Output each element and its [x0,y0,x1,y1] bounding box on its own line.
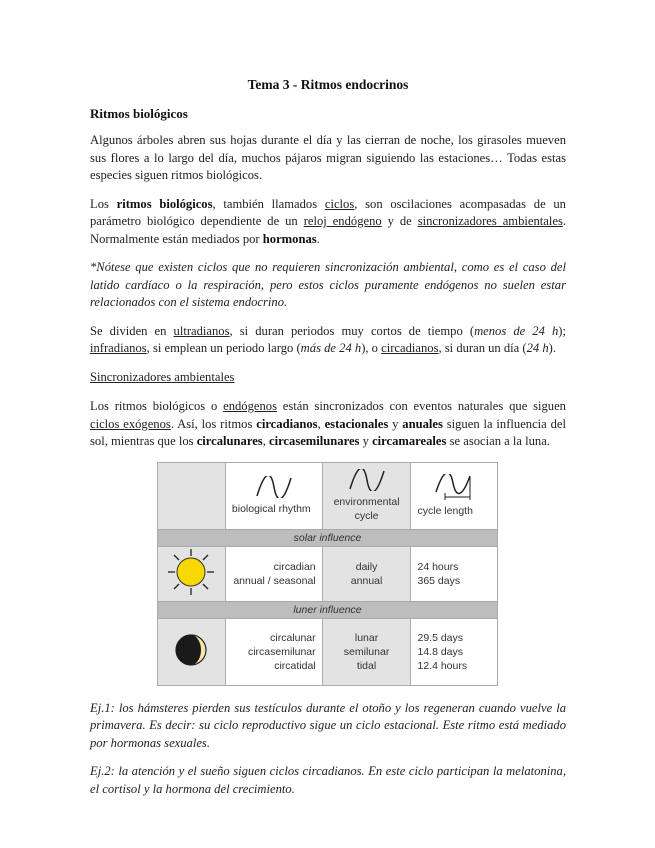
sun-cell [158,546,226,601]
bold-term: hormonas [262,231,317,246]
section-heading: Ritmos biológicos [90,105,188,121]
solar-env: daily annual [322,546,411,601]
text-segment: , [262,434,269,448]
document-page [90,76,566,809]
underlined-term: ultradianos [173,323,230,338]
bold-term: anuales [402,416,443,431]
header-bio: biological rhythm [225,462,322,529]
italic-text: más de 24 h [300,341,362,355]
text-segment: . [316,231,320,246]
underlined-term: sincronizadores ambientales [417,214,563,228]
text-segment: Los [90,196,117,211]
text-segment: *Nótese que existen ciclos que no requieren sincronización ambiental, como es el caso del latido cardíaco o la respiración, pero estos ciclos puramente endógenos no suelen estar relacionados con el sistema endocrino. [90,260,566,309]
bold-term: circadianos [256,416,318,431]
solar-bio: circadian annual / seasonal [225,546,322,601]
paragraph-types [90,323,566,358]
text-segment: , son oscilaciones acompasadas de un parámetro biológico dependiente de un [90,196,566,228]
text-segment: , también llamados [212,196,325,211]
text-segment: , si duran un día ( [438,341,527,355]
moon-cell [158,618,226,685]
header-env: environmental cycle [322,462,411,529]
lunar-env: lunar semilunar tidal [322,618,411,685]
paragraph-definition [90,196,566,249]
bold-term: estacionales [324,416,389,431]
empty-cell [158,462,226,529]
text-segment: y [388,416,403,431]
note-paragraph [90,259,566,312]
sun-icon [167,548,215,596]
text-segment: . Normalmente están mediados por [90,214,567,246]
subheading: Sincronizadores ambientales [90,369,235,384]
text-segment: se asocian a la luna. [446,434,550,448]
bold-term: circasemilunares [268,434,360,448]
underlined-term: reloj endógeno [303,214,382,228]
text-segment: ), o [361,341,382,355]
text-segment: y [359,434,373,448]
paragraph-synchronizers [90,398,566,451]
text-segment: y de [381,214,418,228]
text-segment: ); [558,323,566,338]
text-segment: Ej.2: la atención y el sueño siguen ciclos circadianos. En este ciclo participan la melatonina, el cortisol y la hormona del crecimiento. [90,764,566,796]
bold-term: circamareales [372,434,447,448]
lunar-length: 29.5 days 14.8 days 12.4 hours [411,618,498,685]
text-segment: ). [548,341,556,355]
text-segment: , [317,416,325,431]
header-length: cycle length [411,462,498,529]
bold-term: ritmos biológicos [116,196,213,211]
text-segment: siguen la influencia del sol, mientras que los [90,416,567,448]
underlined-term: ciclos [324,196,355,211]
sine-wave-icon [255,476,293,498]
example-2 [90,763,566,798]
solar-length: 24 hours 365 days [411,546,498,601]
underlined-term: infradianos [90,341,147,355]
underlined-term: endógenos [223,399,277,413]
sine-wave-icon [348,469,386,491]
cycle-length-icon [434,474,474,500]
italic-text: 24 h [526,341,549,355]
page-title: Tema 3 - Ritmos endocrinos [247,77,409,92]
lunar-bio: circalunar circasemilunar circatidal [225,618,322,685]
text-segment: . Así, los ritmos [170,416,257,431]
text-segment: , si emplean un periodo largo ( [146,341,301,355]
bold-term: circalunares [196,434,263,448]
text-segment: Algunos árboles abren sus hojas durante el día y las cierran de noche, los girasoles mueven sus flores a lo largo del día, muchos pájaros migran siguiendo las estaciones… Todas estas especies siguen ritmos biológicos. [90,133,566,182]
rhythms-figure [157,462,498,686]
text-segment: están sincronizados con eventos naturales que siguen [276,399,566,413]
lunar-band: luner influence [158,601,498,618]
text-segment: Ej.1: los hámsteres pierden sus testículos durante el otoño y los regeneran cuando vuelve la primavera. Es decir: su ciclo reproductivo sigue un ciclo estacional. Este ritmo está mediado por hormonas sexuales. [90,700,566,750]
text-segment: , si duran periodos muy cortos de tiempo ( [229,323,475,338]
italic-text: menos de 24 h [474,323,559,338]
underlined-term: circadianos [381,341,439,355]
text-segment: Se dividen en [90,323,174,338]
underlined-term: ciclos exógenos [90,416,171,431]
moon-icon [174,633,208,667]
paragraph-intro [90,132,566,185]
example-1 [90,700,566,753]
solar-band: solar influence [158,529,498,546]
text-segment: Los ritmos biológicos o [90,399,224,413]
